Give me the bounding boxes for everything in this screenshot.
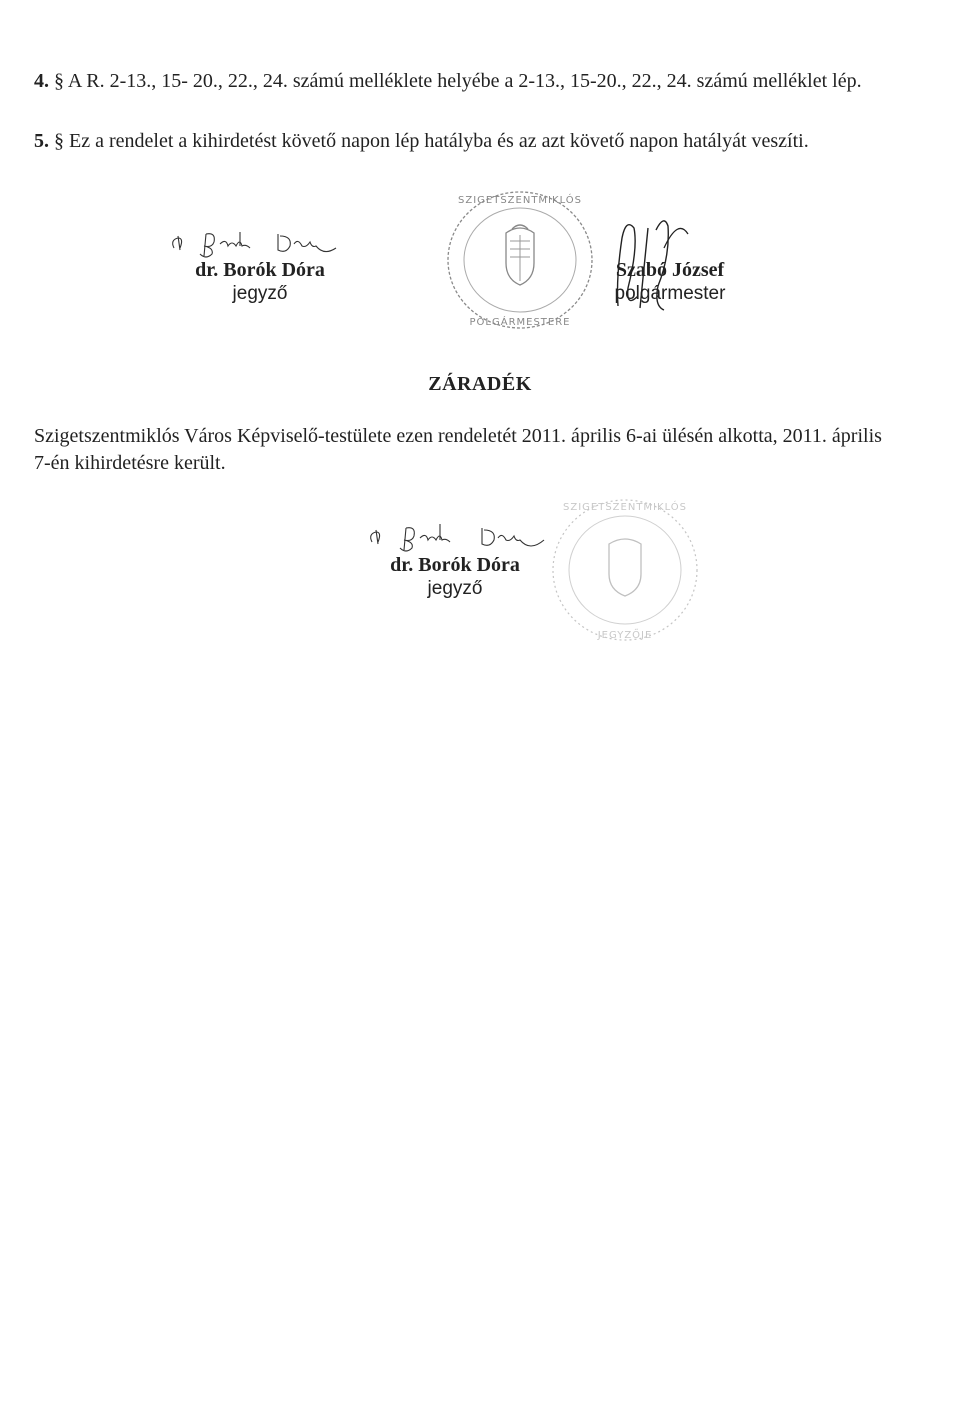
paragraph-4: [34, 68, 894, 95]
paragraph-5: [34, 128, 894, 155]
signature-block-notary-closing: [350, 553, 560, 601]
signatory-name: dr. Borók Dóra: [195, 259, 325, 281]
svg-text:JEGYZŐJE: JEGYZŐJE: [597, 630, 653, 641]
signatory-name: Szabó József: [615, 259, 725, 281]
official-stamp-faint: [545, 490, 705, 650]
signatory-name: dr. Borók Dóra: [390, 554, 520, 576]
signature-block-notary: [155, 258, 365, 306]
official-stamp: [440, 185, 600, 335]
paragraph-number: 5.: [34, 130, 49, 152]
handwritten-signature-notary: [366, 516, 556, 556]
svg-text:SZIGETSZENTMIKLÓS: SZIGETSZENTMIKLÓS: [563, 502, 687, 513]
signatory-role: polgármester: [614, 283, 726, 304]
svg-text:POLGÁRMESTERE: POLGÁRMESTERE: [469, 317, 571, 328]
closing-text: Szigetszentmiklós Város Képviselő-testülete ezen rendeletét 2011. április 6-ai ülésén alkotta, 2011. április 7-én kihirdetésre került.: [34, 425, 882, 474]
closing-title: ZÁRADÉK: [428, 373, 532, 395]
paragraph-text: § Ez a rendelet a kihirdetést követő napon lép hatályba és az azt követő napon hatályát veszíti.: [54, 130, 809, 152]
paragraph-number: 4.: [34, 70, 49, 92]
svg-text:SZIGETSZENTMIKLÓS: SZIGETSZENTMIKLÓS: [458, 195, 582, 206]
handwritten-signature-notary: [168, 222, 338, 262]
signatory-role: jegyző: [427, 578, 483, 599]
signature-block-mayor: [590, 258, 750, 306]
paragraph-text: § A R. 2-13., 15- 20., 22., 24. számú melléklete helyébe a 2-13., 15-20., 22., 24. számú melléklet lép.: [54, 70, 862, 92]
signatory-role: jegyző: [232, 283, 288, 304]
